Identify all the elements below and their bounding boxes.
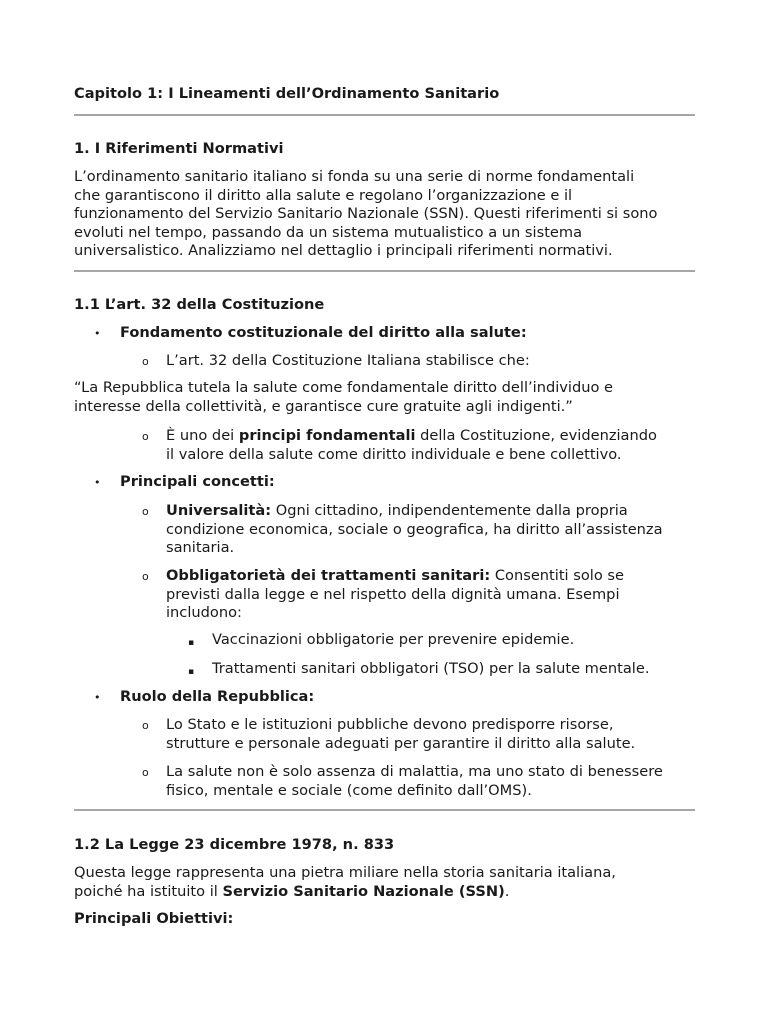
bullet-label: Principali concetti: <box>120 473 275 490</box>
sub-item-universalita <box>166 502 696 558</box>
text: poiché ha istituito il <box>74 882 223 900</box>
circle-bullet-icon: o <box>142 570 149 583</box>
bullet-label: Fondamento costituzionale del diritto alla salute: <box>120 324 527 341</box>
sub-item <box>166 716 696 753</box>
text-line: il valore della salute come diritto individuale e bene collettivo. <box>166 445 622 463</box>
circle-bullet-icon: o <box>142 719 149 732</box>
section-heading-1-1: 1.1 L’art. 32 della Costituzione <box>74 296 325 313</box>
paragraph-line: universalistico. Analizziamo nel dettaglio i principali riferimenti normativi. <box>74 242 613 259</box>
circle-bullet-icon: o <box>142 766 149 779</box>
section-1-2-paragraph <box>74 864 696 901</box>
square-bullet-icon: ▪ <box>188 638 195 648</box>
bullet-icon: • <box>94 327 101 340</box>
section-1-paragraph <box>74 168 696 261</box>
text: della Costituzione, evidenziando <box>415 427 657 444</box>
bullet-icon: • <box>94 476 101 489</box>
emphasis: Servizio Sanitario Nazionale (SSN) <box>222 882 505 900</box>
example-item: Vaccinazioni obbligatorie per prevenire epidemie. <box>212 631 575 648</box>
text: Consentiti solo se <box>490 567 624 584</box>
text: . <box>504 882 510 900</box>
example-item: Trattamenti sanitari obbligatori (TSO) per la salute mentale. <box>212 660 650 677</box>
constitution-quote <box>74 379 696 416</box>
text-line: Lo Stato e le istituzioni pubbliche devono predisporre risorse, <box>166 716 614 733</box>
text: È uno dei <box>166 427 239 444</box>
sub-item <box>166 763 696 800</box>
paragraph-line: che garantiscono il diritto alla salute e regolano l’organizzazione e il <box>74 186 573 204</box>
emphasis: Obbligatorietà dei trattamenti sanitari: <box>166 567 491 584</box>
square-bullet-icon: ▪ <box>188 667 195 677</box>
sub-item: L’art. 32 della Costituzione Italiana stabilisce che: <box>166 352 530 369</box>
paragraph-line: funzionamento del Servizio Sanitario Nazionale (SSN). Questi riferimenti si sono <box>74 205 658 222</box>
text-line: previsti dalla legge e nel rispetto della dignità umana. Esempi <box>166 585 620 603</box>
text-line: fisico, mentale e sociale (come definito dall’OMS). <box>166 781 532 799</box>
section-heading-1-2: 1.2 La Legge 23 dicembre 1978, n. 833 <box>74 836 395 853</box>
quote-line: “La Repubblica tutela la salute come fondamentale diritto dell’individuo e <box>74 379 614 396</box>
quote-line: interesse della collettività, e garantisce cure gratuite agli indigenti.” <box>74 397 573 415</box>
emphasis: Universalità: <box>166 502 272 519</box>
paragraph-line: L’ordinamento sanitario italiano si fonda su una serie di norme fondamentali <box>74 168 635 185</box>
circle-bullet-icon: o <box>142 505 149 518</box>
text-line: La salute non è solo assenza di malattia, ma uno stato di benessere <box>166 763 663 780</box>
divider <box>74 809 695 811</box>
sub-item <box>166 427 696 464</box>
text-line: strutture e personale adeguati per garantire il diritto alla salute. <box>166 734 636 752</box>
bullet-label: Ruolo della Repubblica: <box>120 688 315 705</box>
text: Ogni cittadino, indipendentemente dalla propria <box>271 502 628 519</box>
circle-bullet-icon: o <box>142 355 149 368</box>
paragraph-line: evoluti nel tempo, passando da un sistema mutualistico a un sistema <box>74 223 583 241</box>
emphasis: principi fondamentali <box>238 427 416 444</box>
divider <box>74 270 695 272</box>
section-heading-1: 1. I Riferimenti Normativi <box>74 140 284 157</box>
text-line: condizione economica, sociale o geografica, ha diritto all’assistenza <box>166 520 663 538</box>
sub-item-obbligatorieta <box>166 567 696 623</box>
paragraph-line: Questa legge rappresenta una pietra miliare nella storia sanitaria italiana, <box>74 864 616 881</box>
divider <box>74 114 695 116</box>
text-line: sanitaria. <box>166 539 235 556</box>
circle-bullet-icon: o <box>142 430 149 443</box>
objectives-label: Principali Obiettivi: <box>74 910 234 927</box>
chapter-title: Capitolo 1: I Lineamenti dell’Ordinamento Sanitario <box>74 85 500 102</box>
bullet-icon: • <box>94 691 101 704</box>
text-line: includono: <box>166 604 242 621</box>
